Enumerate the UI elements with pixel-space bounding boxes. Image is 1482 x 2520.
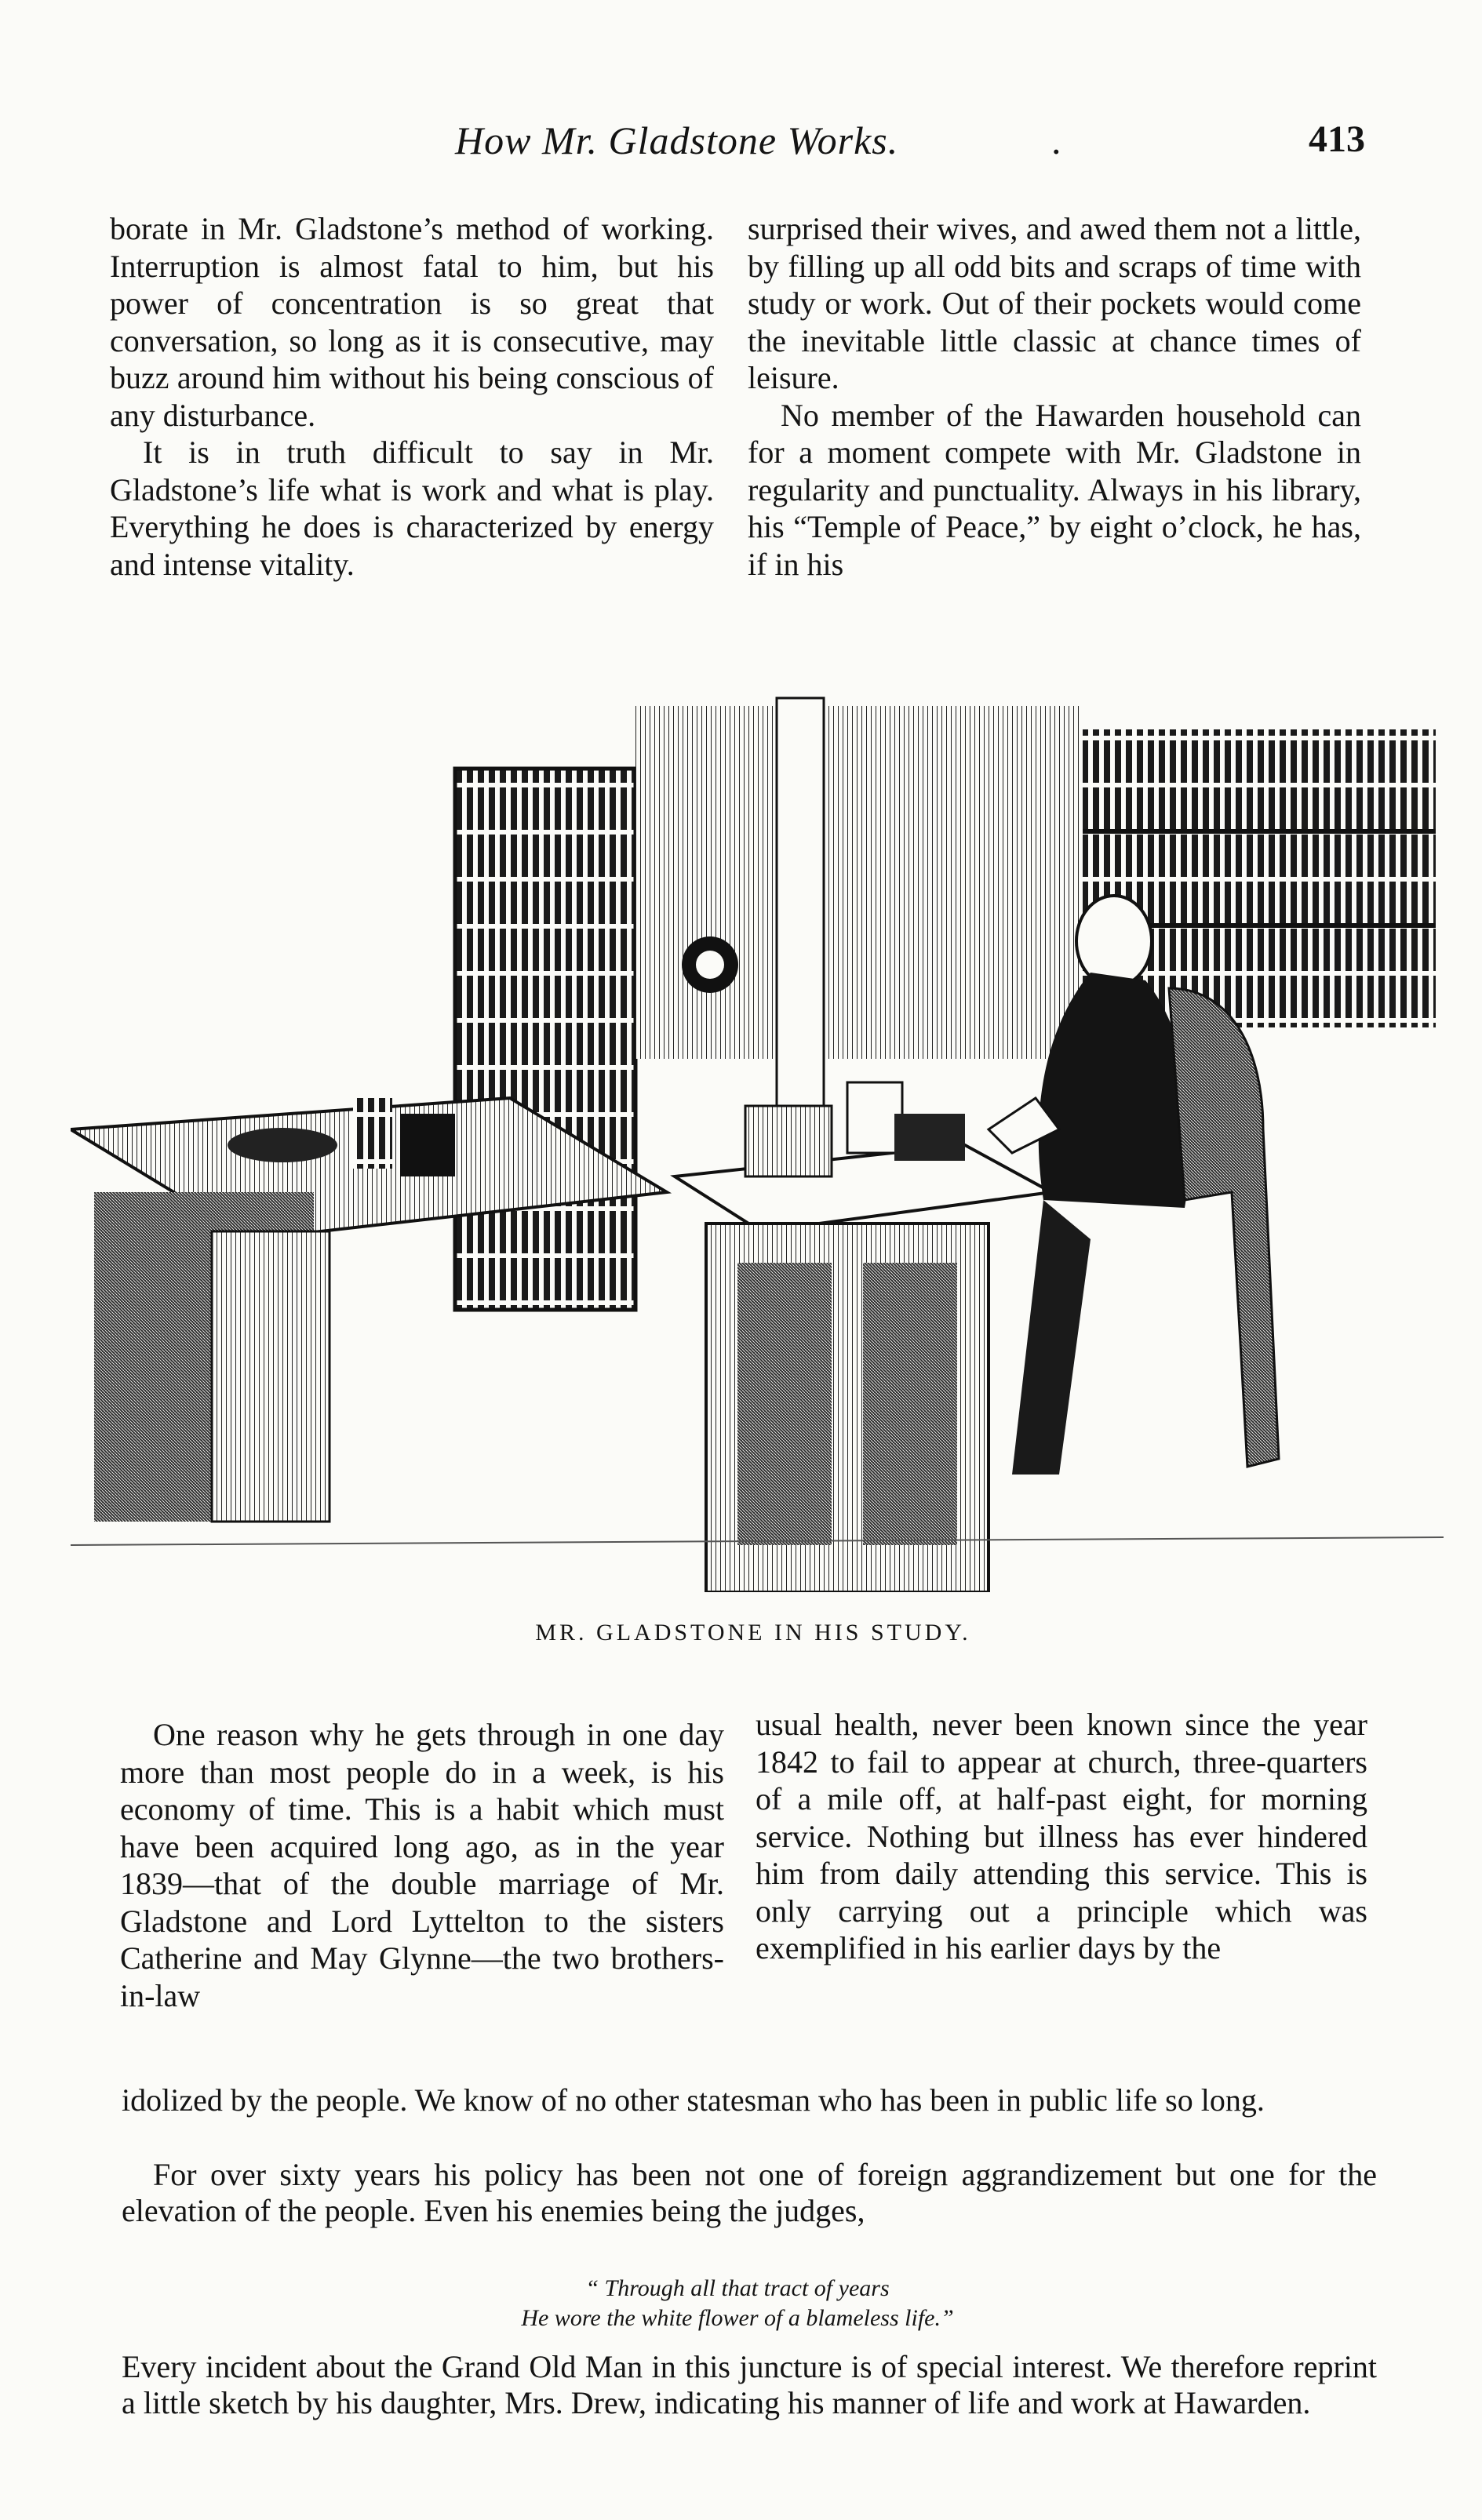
page-number: 413 <box>1309 118 1365 160</box>
paragraph: One reason why he gets through in one day more than most people do in a week, is his economy of time. This is a habit which must have been acquired long ago, as in the year 1839—that of the double marriage of Mr. Gladstone and Lord Lyttelton to the sisters Catherine and May Glynne—the two brothers-in-law <box>120 1717 724 2013</box>
paragraph: borate in Mr. Gladstone’s method of working. Interruption is almost fatal to him, but his power of concentration is so great that conversation, so long as it is consecutive, may buzz around him without his being conscious of any disturbance. <box>110 211 714 433</box>
paragraph: Every incident about the Grand Old Man in this juncture is of special interest. We therefore reprint a little sketch by his daughter, Mrs. Drew, indicating his manner of life and work at Hawarden. <box>122 2349 1377 2420</box>
paragraph: No member of the Hawarden household can for a moment compete with Mr. Gladstone in regularity and punctuality. Always in his library, his “Temple of Peace,” by eight o’clock, he has, if in his <box>748 397 1361 582</box>
paragraph: idolized by the people. We know of no other statesman who has been in public life so long. <box>122 2082 1265 2118</box>
figure-caption: MR. GLADSTONE IN HIS STUDY. <box>535 1620 971 1645</box>
paragraph: surprised their wives, and awed them not a little, by filling up all odd bits and scraps of time with study or work. Out of their pockets would come the inevitable little classic at chance times of leisure. <box>748 211 1361 395</box>
study-illustration <box>71 690 1444 1592</box>
bottom-left-column <box>120 1716 724 2014</box>
top-left-column <box>110 210 714 583</box>
paragraph: It is in truth difficult to say in Mr. Gladstone’s life what is work and what is play. Everything he does is characterized by energy and intense vitality. <box>110 435 714 582</box>
quotation-line: “ Through all that tract of years <box>585 2275 890 2301</box>
top-right-column <box>748 210 1361 583</box>
running-title: How Mr. Gladstone Works. <box>455 118 899 162</box>
quotation-line: He wore the white flower of a blameless life.” <box>521 2305 954 2331</box>
paragraph: usual health, never been known since the year 1842 to fail to appear at church, three-quarters of a mile off, at half-past eight, for morning service. Nothing but illness has ever hindered him from daily attending this service. This is only carrying out a principle which was exemplified in his earlier days by the <box>756 1707 1367 1965</box>
header-separator: . <box>1051 118 1061 162</box>
engraving-image <box>71 690 1444 1592</box>
paragraph: For over sixty years his policy has been not one of foreign aggrandizement but one for the elevation of the people. Even his enemies being the judges, <box>122 2157 1377 2228</box>
running-head <box>439 118 1365 180</box>
bottom-right-column <box>756 1706 1367 1967</box>
